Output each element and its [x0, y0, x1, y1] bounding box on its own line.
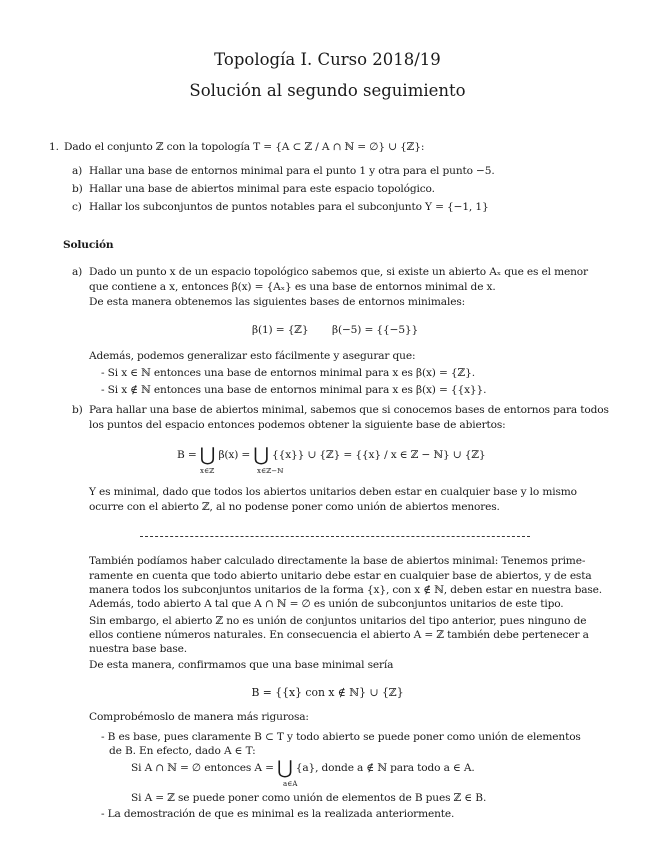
sol-a-label: a) [72, 266, 83, 278]
sol-b-equation [177, 444, 486, 466]
part-c-label: c) [72, 201, 82, 213]
b1-sub: a∈A [283, 780, 298, 788]
sol-a-eq2: β(−5) = {{−5}} [332, 324, 419, 336]
b1-l3b: {a}, donde a ∉ ℕ para todo a ∈ A. [292, 762, 475, 774]
part-a-text: Hallar una base de entornos minimal para el punto 1 y otra para el punto −5. [89, 165, 495, 177]
p5-line1: Comprobémoslo de manera más rigurosa: [89, 711, 309, 723]
eq-part1: B = [177, 449, 200, 461]
part-a-label: a) [72, 165, 83, 177]
b1-l3a: Si A ∩ ℕ = ∅ entonces A = [131, 762, 278, 774]
eq-minimal-base: B = {{x} con x ∉ ℕ} ∪ {ℤ} [251, 686, 404, 699]
big-union-icon: ⋃ [199, 444, 216, 466]
eq-sub2: x∈ℤ−ℕ [257, 467, 284, 475]
part-c-text: Hallar los subconjuntos de puntos notables para el subconjunto Y = {−1, 1} [89, 201, 489, 213]
bullet1-line1: - B es base, pues claramente B ⊂ T y todo abierto se puede poner como unión de elementos [101, 731, 581, 743]
sol-a-bullet2: - Si x ∉ ℕ entonces una base de entornos minimal para x es β(x) = {{x}}. [101, 384, 487, 396]
big-union-icon-2: ⋃ [253, 444, 269, 466]
bullet1-line4: Si A = ℤ se puede poner como unión de elementos de B pues ℤ ∈ B. [131, 792, 487, 804]
document-subtitle: Solución al segundo seguimiento [189, 81, 466, 100]
problem-statement: Dado el conjunto ℤ con la topología T = {A ⊂ ℤ / A ∩ ℕ = ∅} ∪ {ℤ}: [64, 141, 425, 153]
solution-heading: Solución [63, 239, 114, 251]
p4-line1: De esta manera, confirmamos que una base minimal sería [89, 659, 394, 671]
problem-number: 1. [49, 141, 59, 153]
eq-part3: {{x}} ∪ {ℤ} = {{x} / x ∈ ℤ − ℕ} ∪ {ℤ} [268, 449, 486, 461]
bullet1-line2: de B. En efecto, dado A ∈ T: [109, 745, 256, 757]
sol-a-line2: que contiene a x, entonces β(x) = {Aₓ} es una base de entornos minimal de x. [89, 281, 496, 293]
p2-line2: ramente en cuenta que todo abierto unitario debe estar en cualquier base de abiertos, y de esta [89, 570, 592, 582]
bullet2-line1: - La demostración de que es minimal es la realizada anteriormente. [101, 808, 455, 820]
sol-a-line1: Dado un punto x de un espacio topológico sabemos que, si existe un abierto Aₓ que es el menor [89, 266, 588, 278]
part-b-label: b) [72, 183, 83, 195]
sol-a-line4: Además, podemos generalizar esto fácilmente y asegurar que: [89, 350, 416, 362]
sol-a-bullet1: - Si x ∈ ℕ entonces una base de entornos minimal para x es β(x) = {ℤ}. [101, 367, 475, 379]
eq-part2: β(x) = [215, 449, 254, 461]
eq-sub1: x∈ℤ [200, 467, 215, 475]
part-b-text: Hallar una base de abiertos minimal para este espacio topológico. [89, 183, 435, 195]
p2-line4: Además, todo abierto A tal que A ∩ ℕ = ∅ es unión de subconjuntos unitarios de este tipo. [89, 598, 564, 610]
p2-line1: También podíamos haber calculado directamente la base de abiertos minimal: Tenemos prime- [89, 555, 586, 567]
big-union-icon-3: ⋃ [277, 757, 293, 779]
dashed-separator [140, 536, 530, 537]
sol-b-line4: ocurre con el abierto ℤ, al no podense poner como unión de abiertos menores. [89, 501, 500, 513]
sol-a-line3: De esta manera obtenemos las siguientes bases de entornos minimales: [89, 296, 466, 308]
bullet1-line3 [131, 757, 475, 779]
p2-line3: manera todos los subconjuntos unitarios de la forma {x}, con x ∉ ℕ, deben estar en nuestra base. [89, 584, 602, 596]
sol-b-line2: los puntos del espacio entonces podemos obtener la siguiente base de abiertos: [89, 419, 506, 431]
document-title: Topología I. Curso 2018/19 [214, 50, 441, 69]
p3-line1: Sin embargo, el abierto ℤ no es unión de conjuntos unitarios del tipo anterior, pues ninguno de [89, 615, 587, 627]
sol-b-line3: Y es minimal, dado que todos los abiertos unitarios deben estar en cualquier base y lo mismo [89, 486, 577, 498]
sol-b-label: b) [72, 404, 83, 416]
sol-b-line1: Para hallar una base de abiertos minimal, sabemos que si conocemos bases de entornos para todos [89, 404, 609, 416]
sol-a-eq1: β(1) = {ℤ} [252, 324, 309, 336]
p3-line2: ellos contiene números naturales. En consecuencia el abierto A = ℤ también debe pertenecer a [89, 629, 589, 641]
p3-line3: nuestra base base. [89, 643, 187, 655]
